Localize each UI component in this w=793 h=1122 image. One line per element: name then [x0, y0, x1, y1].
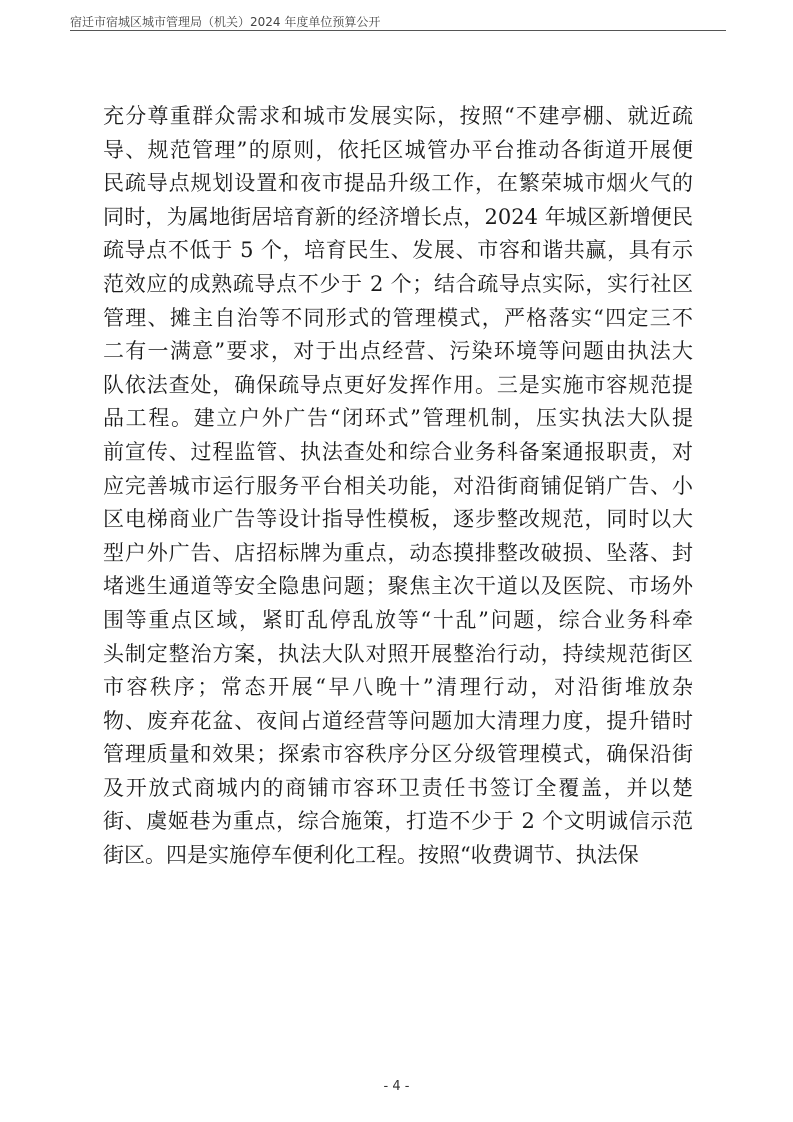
text-line: 管理、摊主自治等不同形式的管理模式，严格落实“四定三不: [103, 305, 693, 330]
text-line: 街、虞姬巷为重点，综合施策，打造不少于 2 个文明诚信示范: [103, 809, 693, 834]
header-title: 宿迁市宿城区城市管理局（机关）2024 年度单位预算公开: [70, 15, 381, 29]
text-line: 街区。四是实施停车便利化工程。按照“收费调节、执法保: [103, 843, 639, 868]
text-line: 队依法查处，确保疏导点更好发挥作用。三是实施市容规范提: [103, 372, 693, 397]
text-line: 导、规范管理”的原则，依托区城管办平台推动各街道开展便: [103, 137, 693, 162]
text-line: 及开放式商城内的商铺市容环卫责任书签订全覆盖，并以楚: [103, 775, 693, 800]
text-line: 应完善城市运行服务平台相关功能，对沿街商铺促销广告、小: [103, 473, 693, 498]
text-line: 范效应的成熟疏导点不少于 2 个；结合疏导点实际，实行社区: [103, 271, 693, 296]
text-line: 管理质量和效果；探索市容秩序分区分级管理模式，确保沿街: [103, 742, 693, 767]
text-line: 区电梯商业广告等设计指导性模板，逐步整改规范，同时以大: [103, 507, 693, 532]
text-line: 堵逃生通道等安全隐患问题；聚焦主次干道以及医院、市场外: [103, 574, 693, 599]
text-line: 民疏导点规划设置和夜市提品升级工作，在繁荣城市烟火气的: [103, 171, 693, 196]
page-number: - 4 -: [383, 1079, 410, 1094]
text-line: 品工程。建立户外广告“闭环式”管理机制，压实执法大队提: [103, 406, 693, 431]
text-line: 物、废弃花盆、夜间占道经营等问题加大清理力度，提升错时: [103, 708, 693, 733]
text-line: 型户外广告、店招标牌为重点，动态摸排整改破损、坠落、封: [103, 540, 693, 565]
page-header: [70, 10, 726, 31]
text-line: 二有一满意”要求，对于出点经营、污染环境等问题由执法大: [103, 339, 693, 364]
text-line: 充分尊重群众需求和城市发展实际，按照“不建亭棚、就近疏: [103, 104, 693, 128]
text-line: 前宣传、过程监管、执法查处和综合业务科备案通报职责，对: [103, 439, 693, 464]
text-line: 疏导点不低于 5 个，培育民生、发展、市容和谐共赢，具有示: [103, 238, 693, 263]
text-line: 头制定整治方案，执法大队对照开展整治行动，持续规范街区: [103, 641, 693, 666]
body-text: [103, 100, 693, 873]
text-line: 市容秩序；常态开展“早八晚十”清理行动，对沿街堆放杂: [103, 675, 693, 700]
text-line: 围等重点区域，紧盯乱停乱放等“十乱”问题，综合业务科牵: [103, 607, 693, 632]
text-line: 同时，为属地街居培育新的经济增长点，2024 年城区新增便民: [103, 204, 693, 229]
